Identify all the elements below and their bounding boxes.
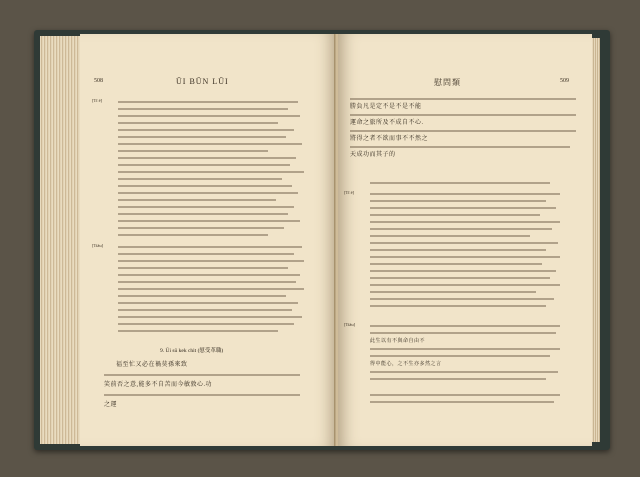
left-section-cheng: [Tī ē]: [92, 98, 103, 103]
lesson-heading-text: 9. Ūi sū kek chit: [160, 348, 197, 354]
right-cj-line-1: 勝負凡是定不是不是不能: [350, 104, 422, 110]
left-cj-line-3: 之運: [104, 402, 118, 408]
left-page: [80, 34, 337, 446]
lesson-heading-han: (慰受革職): [197, 348, 224, 354]
left-lesson-heading: [160, 346, 223, 354]
right-romanization-line: [350, 130, 576, 132]
right-section-cheng: [Tī ē]: [344, 190, 355, 195]
left-section-tiau: [Tiāu]: [92, 243, 104, 248]
right-cj-line-5: 此生以有不與命自由不: [370, 339, 426, 344]
right-page-number: 509: [560, 78, 569, 84]
left-cj-line-1: 福至忙又必在禍莫孫來致: [116, 362, 188, 368]
right-romanization-line: [350, 146, 570, 148]
page-edges-left: [40, 36, 84, 444]
page-edges-right: [592, 38, 600, 442]
right-cj-line-3: 將得之者不欲而事不不然之: [350, 136, 429, 142]
right-intro-line: [350, 98, 576, 100]
left-page-number: 508: [94, 78, 103, 84]
right-page: [338, 34, 592, 446]
right-cj-line-6: 得中能心，之不生亦多然之言: [370, 362, 442, 367]
right-cj-line-4: 天成功而其子的: [350, 152, 396, 158]
left-cj-line-2: 笑前否之意,能多不自苦而今敏敦心.功: [104, 382, 213, 388]
right-romanization-line: [350, 114, 576, 116]
right-cj-line-2: 運命之旅所及不成自不心.: [350, 120, 424, 126]
right-running-title: 慰問類: [434, 78, 461, 87]
left-running-title: ŪI BŪN LŪI: [176, 77, 229, 86]
right-section-tiau: [Tiāu]: [344, 322, 356, 327]
